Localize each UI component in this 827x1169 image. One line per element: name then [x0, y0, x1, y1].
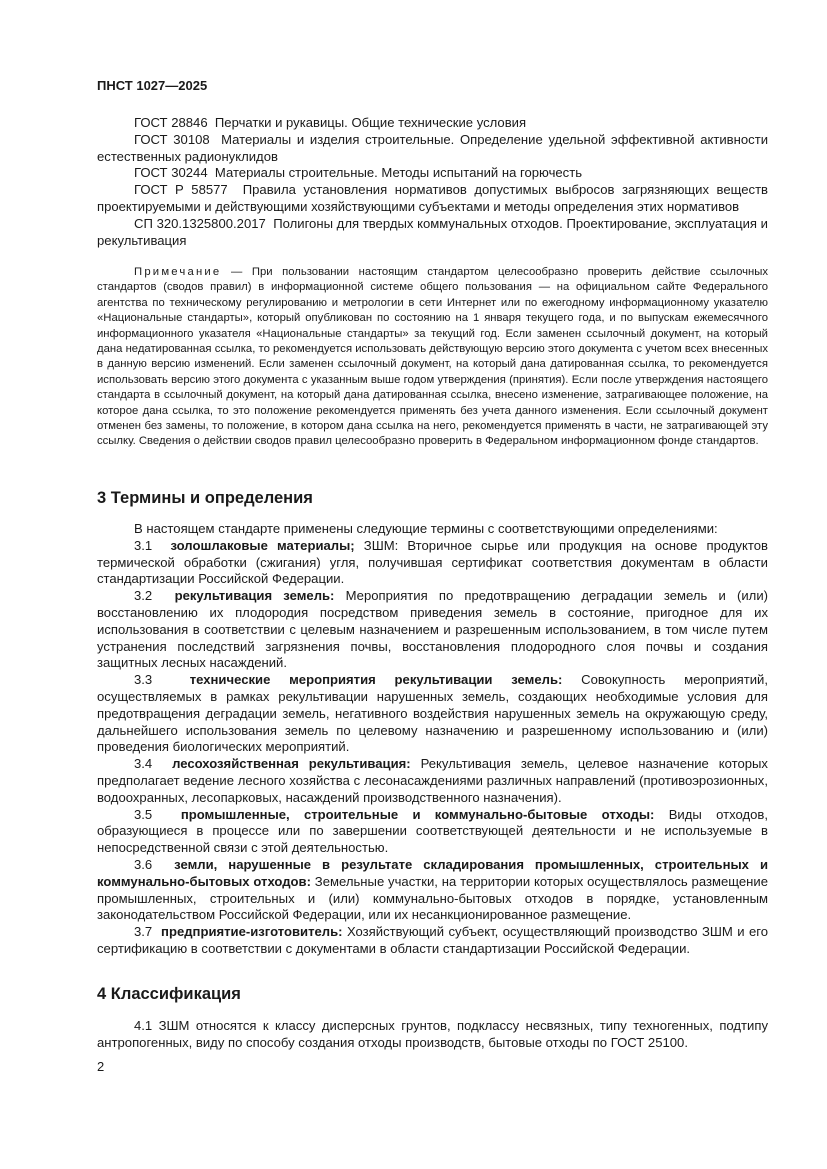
term-definition: 3.5 промышленные, строительные и коммунально-бытовые отходы: Виды отходов, образующиеся в процессе или по завершении соответствующей деятельности и не используемые в непосредственной связи с этой деятельностью. [97, 806, 768, 856]
reference-item: ГОСТ 30244 Материалы строительные. Методы испытаний на горючесть [134, 165, 583, 181]
term-definition: 3.2 рекультивация земель: Мероприятия по предотвращению деградации земель и (или) восстановлению их плодородия посредством приведения земель в состояние, пригодное для их использования в соответствии с целевым назначением и разрешенным использованием, в том числе путем устранения последствий загрязнения почвы, восстановления плодородного слоя почвы и создания защитных лесных насаждений. [97, 588, 768, 671]
page-number: 2 [97, 1059, 105, 1074]
note-label: Примечание [134, 266, 222, 278]
section-intro: В настоящем стандарте применены следующие термины с соответствующими определениями: [134, 521, 718, 536]
section-heading: 4 Классификация [97, 985, 241, 1003]
reference-item: ГОСТ Р 58577 Правила установления нормативов допустимых выбросов загрязняющих веществ проектируемыми и действующими хозяйствующими субъектами и методы определения этих нормативов [97, 182, 769, 214]
note-block [97, 265, 768, 450]
paragraph: 4.1 ЗШМ относятся к классу дисперсных грунтов, подклассу несвязных, типу техногенных, подтипу антропогенных, виду по способу создания отходы производств, бытовые отходы по ГОСТ 25100. [97, 1018, 768, 1050]
section-4 [97, 985, 768, 1052]
term-definition: 3.4 лесохозяйственная рекультивация: Рекультивация земель, целевое назначение которых предполагает ведение лесного хозяйства с лесонасаждениями различных направлений (противоэрозионных, водоохранных, лесопарковых, насаждений производственного назначения). [97, 756, 768, 805]
term-definition: 3.7 предприятие-изготовитель: Хозяйствующий субъект, осуществляющий производство ЗШМ и его сертификацию в соответствии с документами в области стандартизации Российской Федерации. [97, 924, 769, 956]
reference-item: ГОСТ 30108 Материалы и изделия строительные. Определение удельной эффективной активности естественных радионуклидов [97, 131, 769, 164]
document-code: ПНСТ 1027—2025 [97, 78, 208, 93]
term-definition: 3.6 земли, нарушенные в результате складирования промышленных, строительных и коммунально-бытовых отходов: Земельные участки, на территории которых осуществлялось размещение промышленных, строительных и (или) коммунально-бытовых отходов в порядке, установленным законодательством Российской Федерации, или их несанкционированное размещение. [97, 856, 768, 923]
reference-item: ГОСТ 28846 Перчатки и рукавицы. Общие технические условия [134, 115, 527, 130]
reference-item: СП 320.1325800.2017 Полигоны для твердых коммунальных отходов. Проектирование, эксплуатация и рекультивация [97, 215, 768, 248]
section-heading: 3 Термины и определения [97, 489, 313, 507]
term-definition: 3.1 золошлаковые материалы; ЗШМ: Вторичное сырье или продукция на основе продуктов термической обработки (сжигания) угля, получившая сертификат соответствия документам в области стандартизации Российской Федерации. [97, 537, 769, 587]
term-definition: 3.3 технические мероприятия рекультивации земель: Совокупность мероприятий, осуществляемых в рамках рекультивации нарушенных земель, создающих необходимые условия для предотвращения деградации земель, негативного воздействия нарушенных земель на окружающую среду, дальнейшего использования земель по целевому назначению и разрешенному использованию и (или) проведения биологических мероприятий. [97, 672, 768, 755]
note-text: Примечание — При пользовании настоящим стандартом целесообразно проверить действие ссылочных стандартов (сводов правил) в информационной системе общего пользования — на официальном сайте Федерального агентства по техническому регулированию и метрологии в сети Интернет или по ежегодному информационному указателю «Национальные стандарты», который опубликован по состоянию на 1 января текущего года, и по выпускам ежемесячного информационного указателя «Национальные стандарты» за текущий год. Если заменен ссылочный документ, на который дана недатированная ссылка, то рекомендуется использовать действующую версию этого документа с учетом всех внесенных в данную версию изменений. Если заменен ссылочный документ, на который дана датированная ссылка, то рекомендуется использовать версию этого документа с указанным выше годом утверждения (принятия). Если после утверждения настоящего стандарта в ссылочный документ, на который дана датированная ссылка, внесено изменение, затрагивающее положение, на которое дана ссылка, то это положение рекомендуется применять без учета данного изменения. Если ссылочный документ отменен без замены, то положение, в котором дана ссылка на него, рекомендуется применять в части, не затрагивающей эту ссылку. Сведения о действии сводов правил целесообразно проверить в Федеральном информационном фонде стандартов. [97, 266, 768, 448]
references-list [97, 115, 768, 249]
section-3 [97, 489, 768, 958]
